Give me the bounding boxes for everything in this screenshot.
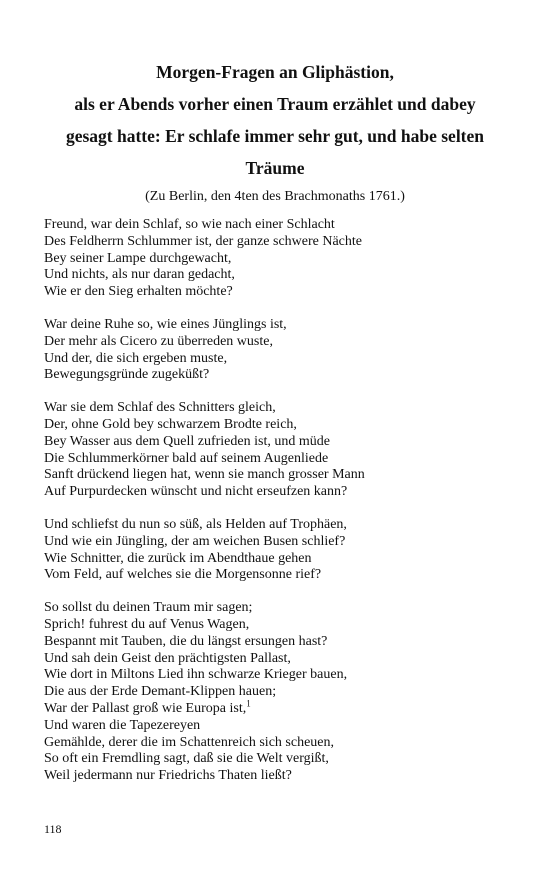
- stanza-3: [44, 400, 524, 501]
- poem-body: [44, 217, 524, 801]
- verse-line: So sollst du deinen Traum mir sagen;: [44, 600, 253, 616]
- verse-line: Des Feldherrn Schlummer ist, der ganze schwere Nächte: [44, 233, 362, 249]
- verse-line: Wie er den Sieg erhalten möchte?: [44, 284, 233, 300]
- page-number: 118: [44, 822, 62, 836]
- stanza-4: [44, 517, 524, 584]
- verse-line: Sprich! fuhrest du auf Venus Wagen,: [44, 616, 250, 632]
- verse-line: Gemählde, derer die im Schattenreich sich scheuen,: [44, 734, 334, 750]
- verse-line: Und waren die Tapezereyen: [44, 717, 201, 733]
- stanza-5: [44, 600, 524, 785]
- verse-line: War sie dem Schlaf des Schnitters gleich,: [44, 400, 276, 416]
- title-line-4: Träume: [245, 158, 305, 178]
- verse-line: Wie Schnitter, die zurück im Abendthaue gehen: [44, 550, 312, 566]
- verse-line: Der, ohne Gold bey schwarzem Brodte reich,: [44, 416, 297, 432]
- verse-line: Der mehr als Cicero zu überreden wuste,: [44, 333, 273, 349]
- verse-line: Sanft drückend liegen hat, wenn sie manch grosser Mann: [44, 467, 365, 483]
- verse-line: Und sah dein Geist den prächtigsten Pallast,: [44, 650, 291, 666]
- stanza-2: [44, 317, 524, 384]
- verse-line: Vom Feld, auf welches sie die Morgensonne rief?: [44, 567, 322, 583]
- verse-line: Und wie ein Jüngling, der am weichen Busen schlief?: [44, 533, 346, 549]
- verse-line: Und der, die sich ergeben muste,: [44, 350, 228, 366]
- verse-line: Bey seiner Lampe durchgewacht,: [44, 250, 232, 266]
- verse-line: Weil jedermann nur Friedrichs Thaten ließt?: [44, 768, 292, 784]
- verse-line: Die Schlummerkörner bald auf seinem Augenliede: [44, 450, 329, 466]
- verse-line: Die aus der Erde Demant-Klippen hauen;: [44, 684, 277, 700]
- poem-subtitle: (Zu Berlin, den 4ten des Brachmonaths 1761.): [145, 189, 405, 204]
- verse-line: Bewegungsgründe zugeküßt?: [44, 367, 210, 383]
- stanza-1: [44, 217, 524, 301]
- verse-line: War deine Ruhe so, wie eines Jünglings ist,: [44, 316, 287, 332]
- verse-line: Freund, war dein Schlaf, so wie nach einer Schlacht: [44, 217, 335, 232]
- title-line-3: gesagt hatte: Er schlafe immer sehr gut, und habe selten: [65, 126, 485, 146]
- verse-line: Bespannt mit Tauben, die du längst ersungen hast?: [44, 633, 328, 649]
- title-line-2: als er Abends vorher einen Traum erzählet und dabey: [74, 94, 476, 114]
- verse-line: Und nichts, als nur daran gedacht,: [44, 267, 235, 283]
- verse-line: Und schliefst du nun so süß, als Helden auf Trophäen,: [44, 516, 347, 532]
- verse-line-with-footnote: [44, 698, 524, 718]
- verse-line: So oft ein Fremdling sagt, daß sie die Welt vergißt,: [44, 751, 329, 767]
- poem-heading: [30, 56, 520, 208]
- title-line-1: Morgen-Fragen an Gliphästion,: [156, 62, 394, 82]
- footnote-marker[interactable]: 1: [246, 698, 251, 709]
- verse-line: Wie dort in Miltons Lied ihn schwarze Krieger bauen,: [44, 667, 348, 683]
- verse-line: Bey Wasser aus dem Quell zufrieden ist, und müde: [44, 433, 330, 449]
- verse-text: War der Pallast groß wie Europa ist,: [44, 700, 247, 716]
- verse-line: Auf Purpurdecken wünscht und nicht erseufzen kann?: [44, 484, 348, 500]
